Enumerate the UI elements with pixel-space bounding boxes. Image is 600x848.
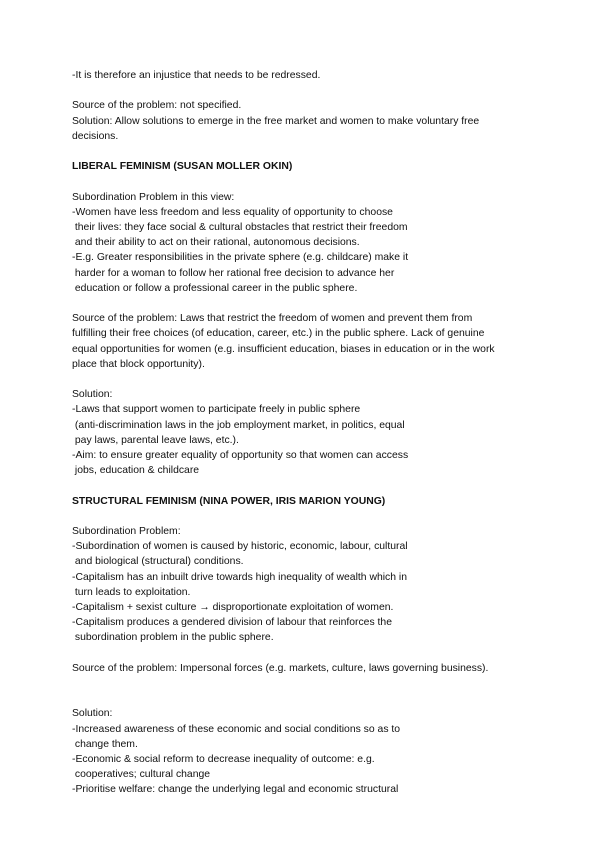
spacer [72, 478, 540, 493]
spacer [72, 372, 540, 387]
intro-source: Source of the problem: not specified. [72, 100, 242, 112]
spacer [72, 676, 540, 706]
structural-sub-line: -Subordination of women is caused by historic, economic, labour, cultural [72, 541, 408, 553]
intro-line: -It is therefore an injustice that needs to be redressed. [72, 70, 321, 81]
structural-solution-title: Solution: [72, 708, 113, 720]
liberal-sub-line: education or follow a professional career in the public sphere. [72, 282, 358, 294]
intro-solution-line: decisions. [72, 130, 119, 142]
spacer [72, 83, 540, 98]
liberal-solution-line: pay laws, parental leave laws, etc.). [72, 434, 239, 446]
liberal-sub-line: and their ability to act on their rational, autonomous decisions. [72, 237, 360, 249]
structural-solution-line: cooperatives; cultural change [72, 769, 211, 781]
liberal-solution-line: -Aim: to ensure greater equality of opportunity so that women can access [72, 450, 409, 461]
liberal-solution-line: jobs, education & childcare [72, 465, 200, 477]
liberal-solution-line: -Laws that support women to participate freely in public sphere [72, 404, 361, 416]
liberal-sub-line: -Women have less freedom and less equality of opportunity to choose [72, 206, 393, 218]
spacer [72, 144, 540, 159]
structural-sub-line: -Capitalism + sexist culture → disproportionate exploitation of women. [72, 602, 394, 613]
liberal-source-line: place that block opportunity). [72, 358, 205, 370]
structural-sub-line: turn leads to exploitation. [72, 586, 191, 598]
structural-solution-line: -Prioritise welfare: change the underlying legal and economic structural [72, 784, 399, 796]
liberal-sub-line: harder for a woman to follow her rational free decision to advance her [72, 267, 395, 279]
liberal-feminism-heading: LIBERAL FEMINISM (SUSAN MOLLER OKIN) [72, 161, 293, 173]
structural-sub-line: -Capitalism has an inbuilt drive towards high inequality of wealth which in [72, 571, 407, 583]
liberal-solution-line: (anti-discrimination laws in the job employment market, in politics, equal [72, 419, 405, 431]
spacer [72, 296, 540, 311]
spacer [72, 174, 540, 189]
liberal-subordination-title: Subordination Problem in this view: [72, 191, 235, 203]
structural-solution-line: -Economic & social reform to decrease inequality of outcome: e.g. [72, 754, 375, 765]
liberal-solution-title: Solution: [72, 389, 113, 401]
structural-source: Source of the problem: Impersonal forces (e.g. markets, culture, laws governing business). [72, 662, 489, 674]
structural-solution-line: -Increased awareness of these economic and social conditions so as to [72, 723, 401, 735]
liberal-sub-line: -E.g. Greater responsibilities in the private sphere (e.g. childcare) make it [72, 252, 409, 264]
liberal-source-line: equal opportunities for women (e.g. insufficient education, biases in education or in the work [72, 343, 495, 355]
structural-feminism-heading: STRUCTURAL FEMINISM (NINA POWER, IRIS MARION YOUNG) [72, 495, 386, 507]
spacer [72, 509, 540, 524]
spacer [72, 646, 540, 661]
structural-sub-line: -Capitalism produces a gendered division of labour that reinforces the [72, 617, 392, 629]
structural-sub-line: subordination problem in the public sphere. [72, 632, 274, 644]
structural-solution-line: change them. [72, 738, 138, 750]
liberal-source-line: fulfilling their free choices (of education, career, etc.) in the public sphere. Lack of genuine [72, 328, 485, 340]
structural-subordination-title: Subordination Problem: [72, 525, 181, 537]
liberal-source-line: Source of the problem: Laws that restrict the freedom of women and prevent them from [72, 313, 473, 325]
liberal-sub-line: their lives: they face social & cultural obstacles that restrict their freedom [72, 221, 408, 233]
structural-sub-line: and biological (structural) conditions. [72, 556, 244, 568]
intro-solution-line: Solution: Allow solutions to emerge in the free market and women to make voluntary free [72, 115, 480, 127]
